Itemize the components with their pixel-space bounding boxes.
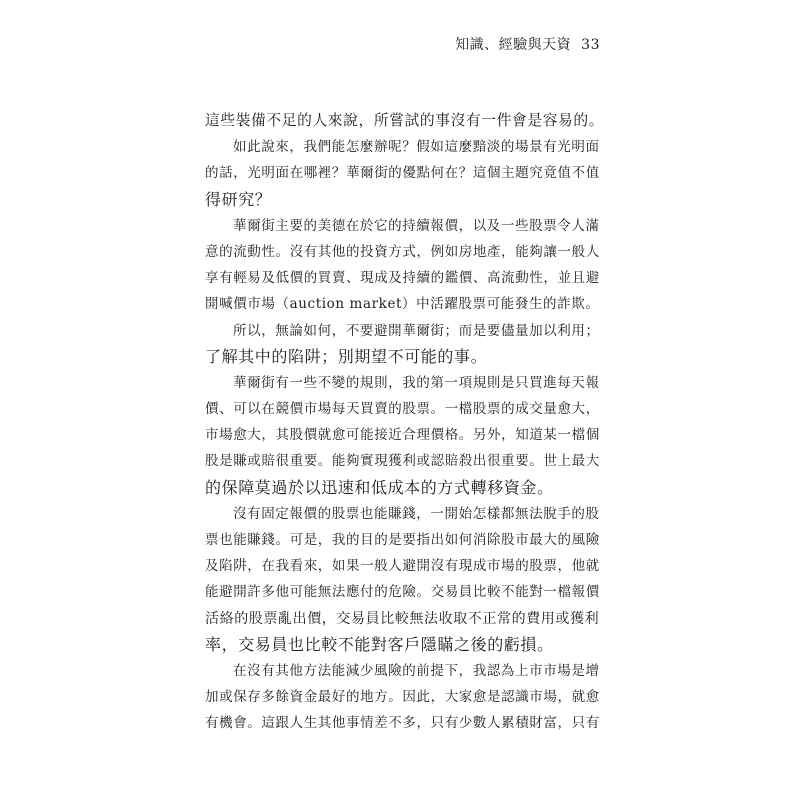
text-line: 加或保存多餘資金最好的地方。因此，大家愈是認識市場，就愈 [205,689,600,706]
text-line: 在沒有其他方法能減少風險的前提下，我認為上市市場是增 [233,662,600,679]
text-line: 如此說來，我們能怎麼辦呢？假如這麼黯淡的場景有光明面 [233,139,600,156]
text-line: 票也能賺錢。可是，我的目的是要指出如何消除股市最大的風險 [205,532,600,548]
text-line: 的保障莫過於以迅速和低成本的方式轉移資金。 [205,477,554,497]
text-line: 股是賺或賠很重要。能夠實現獲利或認賠殺出很重要。世上最大 [205,453,600,470]
text-line: 華爾街主要的美德在於它的持續報價，以及一些股票令人滿 [233,217,600,234]
text-line: 有機會。這跟人生其他事情差不多，只有少數人累積財富，只有 [205,715,600,732]
text-line: 能避開許多他可能無法應付的危險。交易員比較不能對一檔報價 [205,584,600,601]
text-line: 沒有固定報價的股票也能賺錢，一開始怎樣都無法脫手的股 [233,505,600,522]
body-text [205,108,605,737]
text-line: 享有輕易及低價的買賣、現成及持續的鑑價、高流動性，並且避 [205,270,600,287]
text-line: 率，交易員也比較不能對客戶隱瞞之後的虧損。 [205,634,554,654]
running-header [400,34,600,54]
text-line: 價、可以在競價市場每天買賣的股票。一檔股票的成交量愈大， [205,401,600,418]
page-number: 33 [581,37,600,53]
text-line: 這些裝備不足的人來說，所嘗試的事沒有一件會是容易的。 [205,112,605,129]
text-line: 所以，無論如何，不要避開華爾街；而是要儘量加以利用； [233,322,600,339]
text-line: 得研究？ [205,189,272,209]
chapter-title: 知識、經驗與天資 [455,37,572,53]
text-line: 了解其中的陷阱；別期望不可能的事。 [205,346,488,366]
text-line: 市場愈大，其股價就愈可能接近合理價格。另外，知道某一檔個 [205,427,600,444]
text-line: 的話，光明面在哪裡？華爾街的優點何在？這個主題究竟值不值 [205,165,600,182]
text-line: 開喊價市場（auction market）中活躍股票可能發生的詐欺。 [205,296,600,313]
text-line: 及陷阱，在我看來，如果一般人避開沒有現成市場的股票，他就 [205,558,600,575]
text-line: 活絡的股票亂出價，交易員比較無法收取不正常的費用或獲利 [205,610,600,627]
text-line: 意的流動性。沒有其他的投資方式，例如房地產，能夠讓一般人 [205,243,600,260]
text-line: 華爾街有一些不變的規則，我的第一項規則是只買進每天報 [233,374,600,391]
